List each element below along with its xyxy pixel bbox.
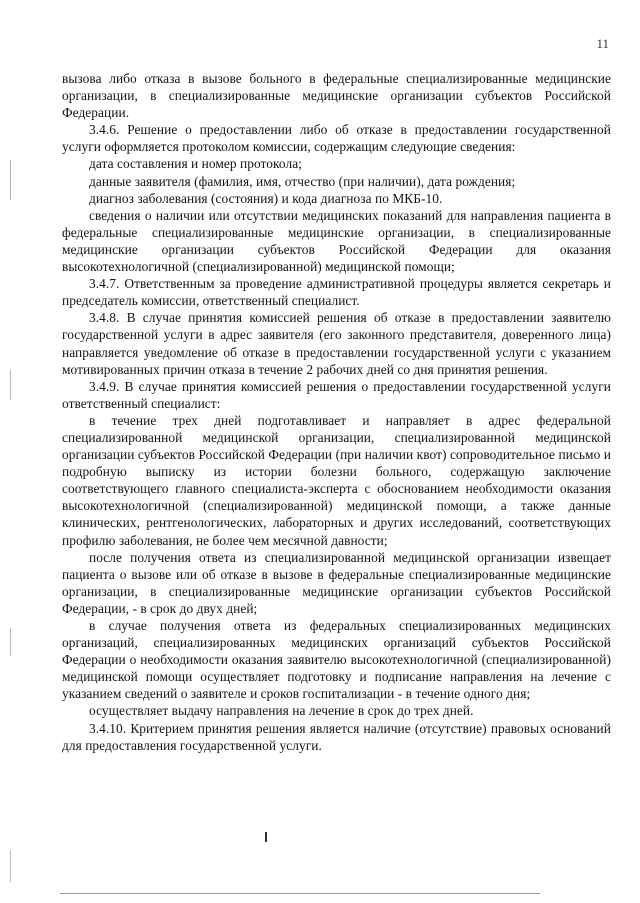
list-item-after-response: после получения ответа из специализированной медицинской организации извещает пациента о вызове или об отказе в вызове в федеральные специализированные медицинские организации, в специализированные медицинские организации субъектов Российской Федерации, - в срок до двух дней; (62, 549, 611, 616)
scan-artifact-dot (265, 832, 267, 842)
paragraph-3-4-9: 3.4.9. В случае принятия комиссией решения о предоставлении государственной услуги ответственный специалист: (62, 378, 611, 411)
paragraph-3-4-8: 3.4.8. В случае принятия комиссией решения об отказе в предоставлении заявителю государственной услуги в адрес заявителя (его законного представителя, доверенного лица) направляется уведомление об отказе в предоставлении государственной услуги с указанием мотивированных причин отказа в течение 2 рабочих дней со дня принятия решения. (62, 310, 611, 377)
scan-artifact-left-top (10, 160, 11, 200)
list-item-applicant-data: данные заявителя (фамилия, имя, отчество (при наличии), дата рождения; (89, 173, 516, 189)
paragraph-3-4-10: 3.4.10. Критерием принятия решения является наличие (отсутствие) правовых оснований для предоставления государственной услуги. (62, 720, 611, 753)
list-item-referral-issue: осуществляет выдачу направления на лечение в срок до трех дней. (89, 703, 474, 719)
paragraph-3-4-7: 3.4.7. Ответственным за проведение административной процедуры является секретарь и председатель комиссии, ответственный специалист. (62, 276, 611, 309)
scan-artifact-left-low (10, 628, 11, 656)
document-body (62, 70, 611, 754)
list-item-three-days: в течение трех дней подготавливает и направляет в адрес федеральной специализированной медицинской организации, специализированной медицинской организации субъектов Российской Федерации (при наличии квот) сопроводительное письмо и подробную выписку из истории болезни больного, содержащую заключение соответствующего главного специалиста-эксперта с обоснованием необходимости оказания высокотехнологичной (специализированной) медицинской помощи, а также данные клинических, рентгенологических, лабораторных и других исследований, соответствующих профилю заболевания, не более чем месячной давности; (62, 412, 611, 548)
scan-artifact-bottom-line (60, 893, 540, 894)
paragraph-continuation: вызова либо отказа в вызове больного в федеральные специализированные медицинские организации, в специализированные медицинские организации субъектов Российской Федерации. (62, 71, 611, 121)
page-number: 11 (596, 36, 609, 51)
scan-artifact-left-mid (10, 370, 11, 400)
list-item-diagnosis: диагноз заболевания (состояния) и кода диагноза по МКБ-10. (89, 190, 443, 206)
list-item-protocol-date: дата составления и номер протокола; (89, 156, 302, 172)
list-item-medical-indications: сведения о наличии или отсутствии медицинских показаний для направления пациента в федеральные специализированные медицинские организации, в специализированные медицинские организации субъектов Российской Федерации для оказания высокотехнологичной (специализированной) медицинской помощи; (62, 207, 611, 275)
scan-artifact-left-bottom (10, 850, 11, 882)
paragraph-3-4-6: 3.4.6. Решение о предоставлении либо об отказе в предоставлении государственной услуги оформляется протоколом комиссии, содержащим следующие сведения: (62, 122, 611, 155)
list-item-referral-preparation: в случае получения ответа из федеральных специализированных медицинских организаций, специализированных медицинских организаций субъектов Российской Федерации о необходимости оказания заявителю высокотехнологичной (специализированной) медицинской помощи осуществляет подготовку и подписание направления на лечение с указанием сведений о заявителе и сроков госпитализации - в течение одного дня; (62, 618, 611, 702)
